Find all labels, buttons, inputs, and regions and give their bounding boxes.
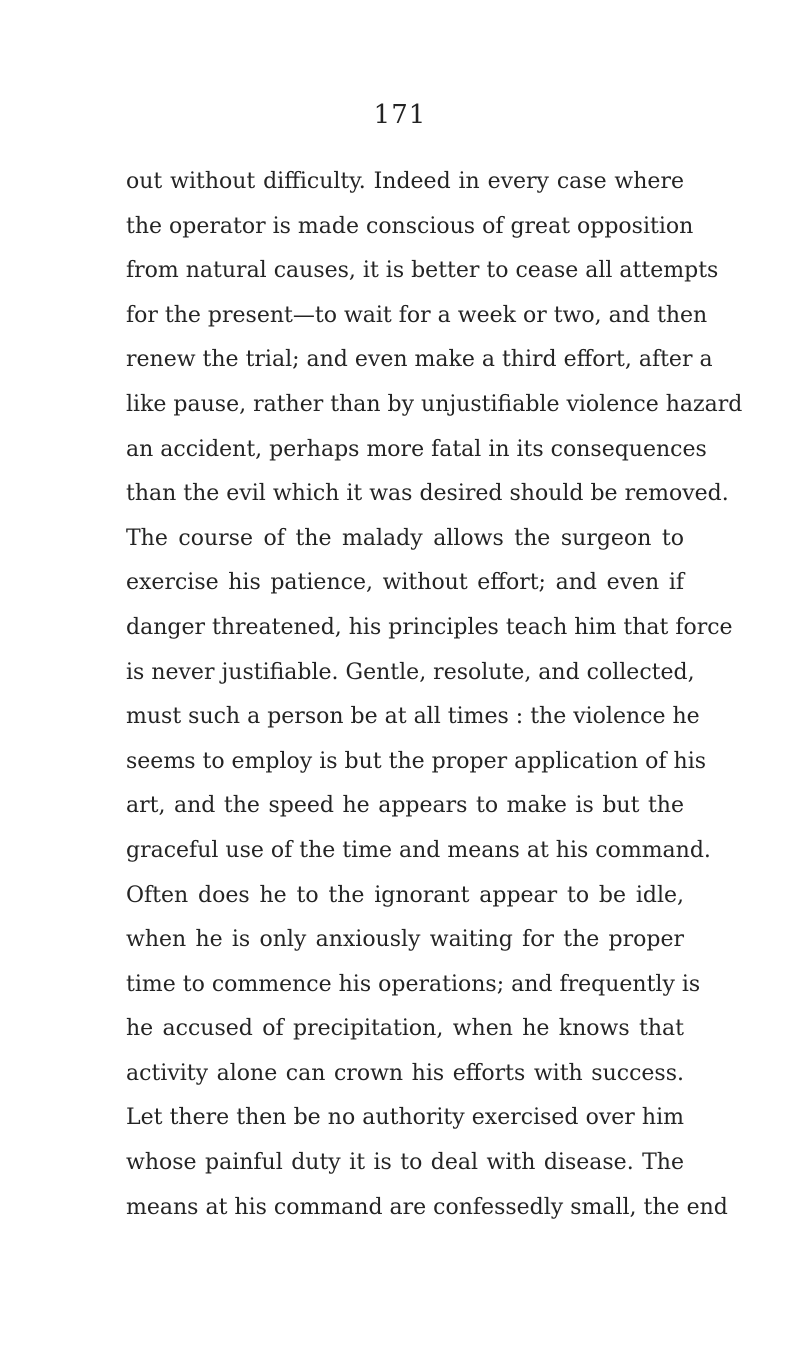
text-line: the operator is made conscious of great opposition [126,213,694,239]
text-line: activity alone can crown his efforts with success. [126,1060,684,1086]
text-line: danger threatened, his principles teach him that force [126,614,733,640]
text-line: means at his command are confessedly small, the end [126,1194,728,1220]
text-line: exercise his patience, without effort; and even if [126,570,684,596]
body-text [126,160,743,1230]
text-line: must such a person be at all times : the violence he [126,704,700,730]
text-line: an accident, perhaps more fatal in its consequences [126,436,707,462]
text-line: like pause, rather than by unjustifiable violence hazard [126,391,743,417]
text-line: Let there then be no authority exercised over him [126,1105,684,1131]
text-line: graceful use of the time and means at his command. [126,837,711,863]
text-line: renew the trial; and even make a third effort, after a [126,347,713,373]
text-line: when he is only anxiously waiting for the proper [126,927,684,953]
text-line: than the evil which it was desired should be removed. [126,481,729,507]
text-line: seems to employ is but the proper application of his [126,748,707,774]
text-line: Often does he to the ignorant appear to be idle, [126,882,684,908]
text-line: for the present—to wait for a week or two, and then [126,302,708,328]
text-line: The course of the malady allows the surgeon to [126,525,684,551]
text-line: whose painful duty it is to deal with disease. The [126,1150,684,1176]
text-line: art, and the speed he appears to make is but the [126,793,684,819]
text-line: from natural causes, it is better to cease all attempts [126,258,719,284]
text-line: is never justifiable. Gentle, resolute, and collected, [126,659,695,685]
text-line: time to commence his operations; and frequently is [126,971,701,997]
text-line: he accused of precipitation, when he knows that [126,1016,684,1042]
page-number: 171 [373,100,427,130]
text-line: out without difficulty. Indeed in every case where [126,169,684,194]
